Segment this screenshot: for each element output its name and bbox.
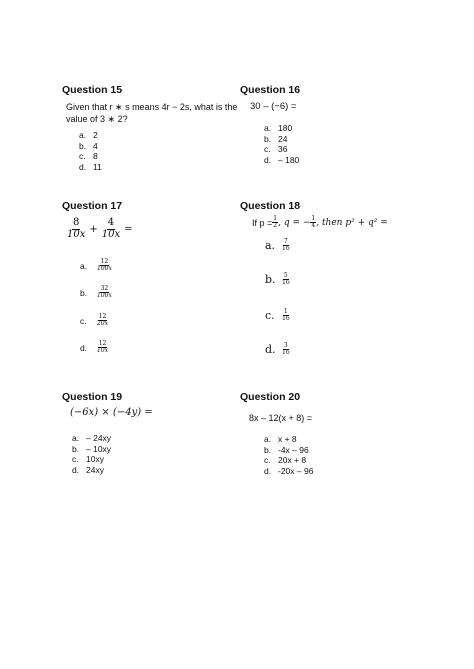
fraction: $\frac{32}{100x}$ [97,285,112,300]
option-b[interactable]: b. 24 [264,133,288,144]
fraction: $\frac{1}{4}$ [311,215,316,230]
fraction: $\frac{1}{2}$ [273,215,278,230]
option-d[interactable]: d. 11 [79,161,102,172]
option-c[interactable]: c. 20x + 8 [264,455,307,465]
fraction: $\frac{12}{100x}$ [97,258,112,273]
option-c[interactable]: c. 8 [79,151,98,161]
question-15-title: Question 15 [62,84,123,96]
option-b[interactable]: b. $\frac{5}{16}$ [265,272,290,287]
option-d[interactable]: d. – 180 [264,154,300,165]
fraction: $\frac{8}{10x}$ [67,217,86,240]
option-c[interactable]: c. $\frac{1}{16}$ [265,308,290,323]
question-15-stem [66,101,237,125]
question-17-title: Question 17 [62,200,123,212]
question-18-title: Question 18 [240,200,301,212]
option-c[interactable]: c. 36 [264,144,288,154]
option-a[interactable]: a. $\frac{12}{100x}$ [80,258,112,273]
option-b[interactable]: b. – 10xy [72,443,112,454]
option-a[interactable]: a. 2 [79,130,98,140]
option-d[interactable]: d. 24xy [72,464,104,475]
option-d[interactable]: d. -20x – 96 [264,465,314,476]
option-d[interactable]: d. $\frac{12}{10x}$ [80,340,109,355]
option-b[interactable]: b. $\frac{32}{100x}$ [80,285,112,300]
question-15-options [79,130,102,172]
question-15-stem-line1: Given that r ∗ s means 4r − 2s, what is the [66,102,238,112]
option-a[interactable]: a. $\frac{7}{16}$ [265,238,290,253]
option-a[interactable]: a. – 24xy [72,433,112,443]
question-19-title: Question 19 [62,391,123,403]
question-17-expression: $\frac{8}{10x}$ + $\frac{4}{10x}$ = [67,217,133,240]
fraction: $\frac{12}{10x}$ [97,340,109,355]
question-15-stem-line2: value of 3 ∗ 2? [66,114,128,124]
question-20-stem: 8x – 12(x + 8) = [249,413,313,423]
fraction: $\frac{12}{20x}$ [97,313,109,328]
option-a[interactable]: a. 180 [264,123,293,133]
fraction: $\frac{1}{16}$ [282,308,290,323]
option-c[interactable]: c. $\frac{12}{20x}$ [80,313,109,328]
question-16-options [264,123,299,165]
question-16-stem: 30 – (−6) = [250,101,297,112]
fraction: $\frac{5}{16}$ [282,272,290,287]
option-c[interactable]: c. 10xy [72,454,104,464]
fraction: $\frac{4}{10x}$ [101,217,121,240]
option-d[interactable]: d. $\frac{3}{16}$ [265,342,290,357]
fraction: $\frac{7}{16}$ [282,238,290,253]
question-20-title: Question 20 [240,391,301,403]
option-b[interactable]: b. -4x – 96 [264,444,309,455]
fraction: $\frac{3}{16}$ [282,342,290,357]
option-a[interactable]: a. x + 8 [264,434,297,444]
question-19-stem: (−6x) × (−4y) = [70,407,153,418]
option-b[interactable]: b. 4 [79,140,98,151]
question-18-stem: If p = $\frac{1}{2}$ , q = − $\frac{1}{4}$ , then p² + q² = [252,215,388,230]
question-20-options [264,434,313,476]
question-19-options [72,433,111,475]
question-16-title: Question 16 [240,84,301,96]
